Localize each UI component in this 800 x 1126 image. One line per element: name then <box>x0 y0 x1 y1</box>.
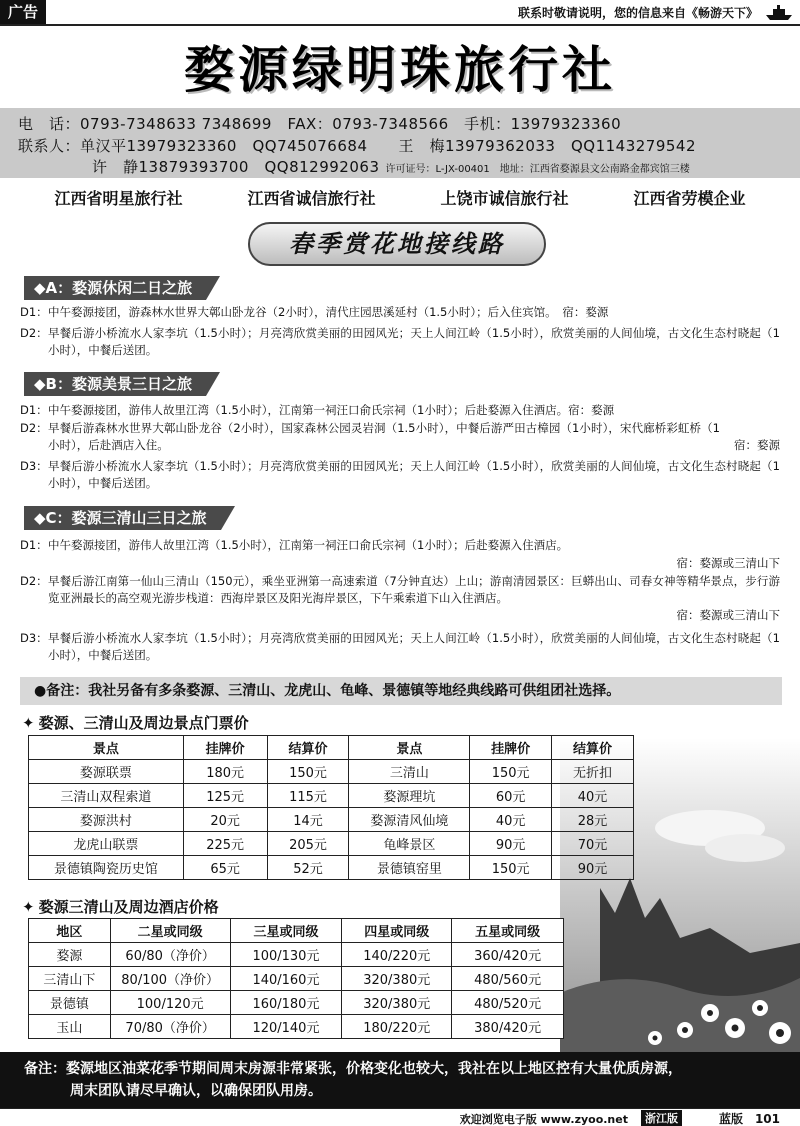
table-row <box>29 1015 564 1039</box>
table-cell: 40元 <box>470 808 552 832</box>
table-cell: 三清山双程索道 <box>29 784 184 808</box>
table-cell: 380/420元 <box>452 1015 564 1039</box>
table-cell: 320/380元 <box>342 967 452 991</box>
table-cell: 28元 <box>552 808 634 832</box>
ticket-section-title <box>22 712 249 733</box>
page-footer <box>0 1108 800 1126</box>
day-label: D2： <box>20 421 48 435</box>
column-header: 景点 <box>29 736 184 760</box>
partner-list <box>0 186 800 209</box>
ad-tag: 广告 <box>0 0 46 24</box>
route-c-day-1 <box>20 537 780 570</box>
partner-item: 江西省明星旅行社 <box>54 189 183 208</box>
table-cell: 100/130元 <box>230 943 342 967</box>
route-a-heading: ◆A：婺源休闲二日之旅 <box>24 276 206 300</box>
route-a-day-1 <box>20 304 780 321</box>
bottom-remark-line-1: 备注：婺源地区油菜花季节期间周末房源非常紧张，价格变化也较大，我社在以上地区控有大量优质房源， <box>24 1061 682 1077</box>
day-text: 早餐后游森林水世界大鄣山卧龙谷（2小时），国家森林公园灵岩洞（1.5小时），中餐后游严田古樟园（1小时），宋代廊桥彩虹桥（1小时），后赴酒店入住。 <box>48 421 720 452</box>
column-header: 挂牌价 <box>470 736 552 760</box>
star-icon: ✦ <box>22 714 35 732</box>
table-cell: 婺源清风仙境 <box>349 808 470 832</box>
day-label: D1： <box>20 538 48 552</box>
table-cell: 180/220元 <box>342 1015 452 1039</box>
route-b-heading: ◆B：婺源美景三日之旅 <box>24 372 206 396</box>
table-cell: 70元 <box>552 832 634 856</box>
ship-logo-icon <box>764 2 794 22</box>
table-cell: 140/160元 <box>230 967 342 991</box>
day-label: D3： <box>20 631 48 645</box>
table-cell: 婺源联票 <box>29 760 184 784</box>
table-cell: 20元 <box>183 808 267 832</box>
table-cell: 景德镇窑里 <box>349 856 470 880</box>
table-cell: 玉山 <box>29 1015 111 1039</box>
column-header: 结算价 <box>267 736 349 760</box>
table-cell: 65元 <box>183 856 267 880</box>
table-cell: 480/560元 <box>452 967 564 991</box>
table-cell: 婺源 <box>29 943 111 967</box>
column-header: 地区 <box>29 919 111 943</box>
column-header: 结算价 <box>552 736 634 760</box>
table-cell: 140/220元 <box>342 943 452 967</box>
table-cell: 100/120元 <box>110 991 230 1015</box>
edition-badge: 浙江版 <box>641 1110 682 1126</box>
table-cell: 龙虎山联票 <box>29 832 184 856</box>
day-text: 早餐后游江南第一仙山三清山（150元），乘坐亚洲第一高速索道（7分钟直达）上山；游南清园景区：巨蟒出山、司春女神等精华景点，步行游览亚洲最长的高空观光游步栈道：西海岸景区及阳光海岸景区，下午乘索道下山入住酒店。 <box>48 574 780 605</box>
column-header: 景点 <box>349 736 470 760</box>
table-row <box>29 943 564 967</box>
table-cell: 120/140元 <box>230 1015 342 1039</box>
table-cell: 80/100（净价） <box>110 967 230 991</box>
table-cell: 无折扣 <box>552 760 634 784</box>
spring-route-banner: 春季赏花地接线路 <box>248 222 546 266</box>
column-header: 二星或同级 <box>110 919 230 943</box>
day-text: 早餐后游小桥流水人家李坑（1.5小时）；月亮湾欣赏美丽的田园风光；天上人间江岭（1.5小时），欣赏美丽的人间仙境，古文化生态村晓起（1小时），中餐后送团。 <box>48 326 780 357</box>
route-b-day-3 <box>20 458 780 492</box>
table-cell: 三清山 <box>349 760 470 784</box>
table-row <box>29 808 634 832</box>
table-cell: 婺源洪村 <box>29 808 184 832</box>
table-cell: 70/80（净价） <box>110 1015 230 1039</box>
day-text: 中午婺源接团，游伟人故里江湾（1.5小时），江南第一祠汪口俞氏宗祠（1小时）；后赴婺源入住酒店。宿：婺源 <box>48 403 615 417</box>
route-b-day-1 <box>20 402 780 419</box>
table-cell: 480/520元 <box>452 991 564 1015</box>
table-cell: 160/180元 <box>230 991 342 1015</box>
table-cell: 150元 <box>470 760 552 784</box>
bottom-remark-line-2: 周末团队请尽早确认，以确保团队用房。 <box>70 1083 322 1099</box>
table-cell: 125元 <box>183 784 267 808</box>
table-cell: 景德镇 <box>29 991 111 1015</box>
table-cell: 90元 <box>552 856 634 880</box>
route-b-day-2 <box>20 420 780 454</box>
day-text: 早餐后游小桥流水人家李坑（1.5小时）；月亮湾欣赏美丽的田园风光；天上人间江岭（1.5小时），欣赏美丽的人间仙境，古文化生态村晓起（1小时），中餐后送团。 <box>48 631 780 662</box>
day-text: 早餐后游小桥流水人家李坑（1.5小时）；月亮湾欣赏美丽的田园风光；天上人间江岭（1.5小时），欣赏美丽的人间仙境，古文化生态村晓起（1小时），中餐后送团。 <box>48 459 780 490</box>
table-cell: 150元 <box>470 856 552 880</box>
ticket-section-title-text: 婺源、三清山及周边景点门票价 <box>38 714 249 732</box>
table-row <box>29 991 564 1015</box>
table-cell: 60/80（净价） <box>110 943 230 967</box>
top-bar <box>0 0 800 26</box>
table-header-row <box>29 919 564 943</box>
contact-person-xu: 许 静13879393700 QQ812992063 <box>92 158 380 176</box>
table-cell: 320/380元 <box>342 991 452 1015</box>
route-a-day-2 <box>20 325 780 359</box>
table-row <box>29 832 634 856</box>
stay-note: 宿：婺源 <box>734 438 780 452</box>
table-cell: 14元 <box>267 808 349 832</box>
table-cell: 52元 <box>267 856 349 880</box>
table-cell: 115元 <box>267 784 349 808</box>
day-label: D2： <box>20 574 48 588</box>
route-c-heading: ◆C：婺源三清山三日之旅 <box>24 506 221 530</box>
license-address: 许可证号：L-JX-00401 地址：江西省婺源县文公南路金都宾馆三楼 <box>385 164 690 175</box>
table-cell: 90元 <box>470 832 552 856</box>
table-cell: 景德镇陶瓷历史馆 <box>29 856 184 880</box>
table-row <box>29 784 634 808</box>
table-row <box>29 856 634 880</box>
source-notice: 联系时敬请说明，您的信息来自《畅游天下》 <box>517 6 758 20</box>
table-cell: 225元 <box>183 832 267 856</box>
route-c-day-2 <box>20 573 780 622</box>
column-header: 挂牌价 <box>183 736 267 760</box>
partner-item: 江西省劳模企业 <box>633 189 746 208</box>
column-header: 三星或同级 <box>230 919 342 943</box>
table-cell: 150元 <box>267 760 349 784</box>
table-cell: 婺源理坑 <box>349 784 470 808</box>
column-header: 五星或同级 <box>452 919 564 943</box>
ticket-price-table <box>28 735 634 880</box>
remark-bar: ●备注：我社另备有多条婺源、三清山、龙虎山、龟峰、景德镇等地经典线路可供组团社选择。 <box>20 677 782 705</box>
day-label: D1： <box>20 403 48 417</box>
website-link[interactable]: 欢迎浏览电子版 www.zyoo.net <box>459 1113 628 1126</box>
hotel-price-table <box>28 918 564 1039</box>
table-cell: 三清山下 <box>29 967 111 991</box>
day-label: D2： <box>20 326 48 340</box>
contact-third-line <box>92 156 690 177</box>
bottom-remark <box>0 1052 800 1108</box>
table-header-row <box>29 736 634 760</box>
day-label: D1： <box>20 305 48 319</box>
contact-block <box>0 108 800 178</box>
table-cell: 40元 <box>552 784 634 808</box>
table-cell: 205元 <box>267 832 349 856</box>
agency-name: 婺源绿明珠旅行社 <box>184 40 616 99</box>
route-c-day-3 <box>20 630 780 664</box>
table-row <box>29 760 634 784</box>
partner-item: 上饶市诚信旅行社 <box>440 189 569 208</box>
hotel-section-title-text: 婺源三清山及周边酒店价格 <box>38 898 219 916</box>
column-header: 四星或同级 <box>342 919 452 943</box>
table-cell: 龟峰景区 <box>349 832 470 856</box>
day-text: 中午婺源接团，游森林水世界大鄣山卧龙谷（2小时），清代庄园思溪延村（1.5小时）；后入住宾馆。 宿：婺源 <box>48 305 609 319</box>
stay-note: 宿：婺源或三清山下 <box>676 556 780 570</box>
star-icon: ✦ <box>22 898 35 916</box>
hotel-section-title <box>22 896 219 917</box>
day-label: D3： <box>20 459 48 473</box>
stay-note: 宿：婺源或三清山下 <box>676 608 780 622</box>
contact-persons-line: 联系人：单汉平13979323360 QQ745076684 王 梅13979362033 QQ1143279542 <box>18 137 697 155</box>
day-text: 中午婺源接团，游伟人故里江湾（1.5小时），江南第一祠汪口俞氏宗祠（1小时）；后赴婺源入住酒店。 <box>48 538 569 552</box>
table-row <box>29 967 564 991</box>
contact-phone-line: 电 话：0793-7348633 7348699 FAX：0793-7348566 手机：13979323360 <box>18 115 622 133</box>
partner-item: 江西省诚信旅行社 <box>247 189 376 208</box>
table-cell: 180元 <box>183 760 267 784</box>
table-cell: 360/420元 <box>452 943 564 967</box>
table-cell: 60元 <box>470 784 552 808</box>
page-number: 蓝版 101 <box>718 1112 780 1126</box>
